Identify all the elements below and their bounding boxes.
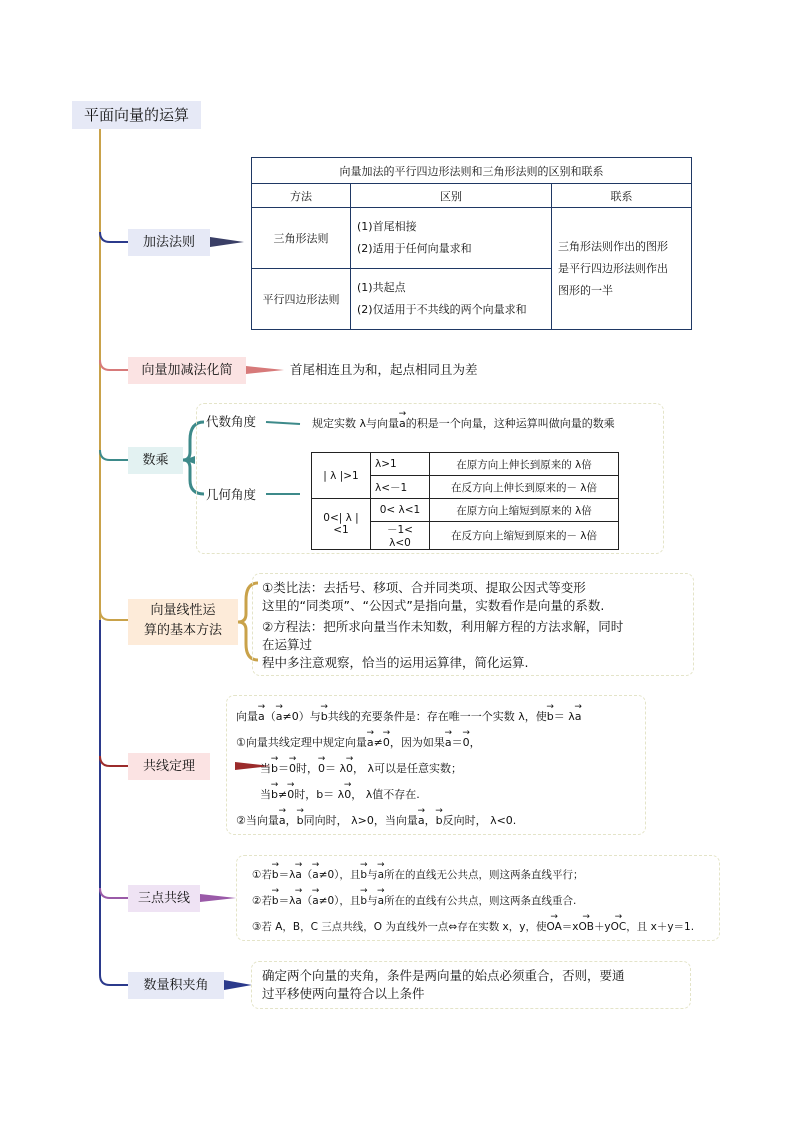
collinear-line-1: 向量→ a（→ a≠0）与→ b共线的充要条件是：存在唯一一个实数 λ，使→ b＝ λ→ a xyxy=(236,704,581,730)
cond: λ<－1 xyxy=(371,476,430,499)
three-points-line-3: ③若 A，B，C 三点共线，O 为直线外一点⇔存在实数 x，y，使→ OA＝x→ OB＋y→ OC，且 x＋y＝1. xyxy=(252,914,694,940)
branch-linear[interactable] xyxy=(128,599,238,645)
branch-linear-line2: 算的基本方法 xyxy=(143,623,222,638)
algebra-note xyxy=(312,416,615,432)
desc: 在反方向上缩短到原来的－ λ倍 xyxy=(430,522,619,550)
addition-compare-table xyxy=(251,157,692,330)
desc: 在原方向上伸长到原来的 λ倍 xyxy=(430,453,619,476)
branch-three-points[interactable]: 三点共线 xyxy=(128,885,200,912)
diff-line: (1)共起点 xyxy=(357,281,406,294)
geometry-label: 几何角度 xyxy=(206,487,257,502)
header-relation: 联系 xyxy=(552,184,692,208)
vector-a: → a xyxy=(399,416,406,432)
branch-collinear[interactable]: 共线定理 xyxy=(128,753,210,780)
relation-line: 是平行四边形法则作出 xyxy=(558,261,668,275)
diff-line: (2)仅适用于不共线的两个向量求和 xyxy=(357,303,527,316)
collinear-line-2: ①向量共线定理中规定向量→ a≠→ 0，因为如果→ a＝→ 0， xyxy=(236,730,581,756)
collinear-line-3: 当→ b＝→ 0时，→ 0＝ λ→ 0， λ可以是任意实数； xyxy=(236,756,581,782)
collinear-line-4: 当→ b≠→ 0时，b＝ λ→ 0， λ值不存在. xyxy=(236,782,581,808)
branch-addition[interactable]: 加法法则 xyxy=(128,229,210,256)
angle-line: 确定两个向量的夹角，条件是两向量的始点必须重合，否则，要通 xyxy=(262,968,625,983)
scalar-table-container xyxy=(311,452,619,550)
branch-linear-line1: 向量线性运 xyxy=(150,603,216,618)
method-triangle: 三角形法则 xyxy=(252,208,351,269)
collinear-text xyxy=(236,704,581,834)
diff-line: (1)首尾相接 xyxy=(357,220,417,233)
cond: λ>1 xyxy=(371,453,430,476)
relation-line: 三角形法则作出的图形 xyxy=(558,239,668,253)
algebra-note-pre: 规定实数 λ与向量 xyxy=(312,417,400,430)
header-diff: 区别 xyxy=(351,184,552,208)
linear-line: 在运算过 xyxy=(262,637,313,652)
branch-simplify[interactable]: 向量加减法化简 xyxy=(128,357,246,384)
linear-line: ②方程法：把所求向量当作未知数，利用解方程的方法求解，同时 xyxy=(262,619,624,634)
linear-line: 这里的“同类项”、“公因式”是指向量，实数看作是向量的系数. xyxy=(262,598,605,613)
method-parallelogram: 平行四边形法则 xyxy=(252,269,351,330)
algebra-label: 代数角度 xyxy=(206,414,257,429)
three-points-line-2: ②若→ b＝λ→ a（→ a≠0），且→ b与→ a所在的直线有公共点，则这两条直线重合. xyxy=(252,888,694,914)
three-points-text xyxy=(252,862,694,940)
angle-text xyxy=(262,967,625,1003)
linear-line: ①类比法：去括号、移项、合并同类项、提取公因式等变形 xyxy=(262,580,586,595)
group-lt1: 0<| λ |<1 xyxy=(312,499,371,550)
scalar-table xyxy=(311,452,619,550)
collinear-line-5: ②当向量→ a，→ b同向时， λ>0，当向量→ a，→ b反向时， λ<0. xyxy=(236,808,581,834)
branch-scalar[interactable]: 数乘 xyxy=(128,447,183,474)
diff-line: (2)适用于任何向量求和 xyxy=(357,242,472,255)
relation-line: 图形的一半 xyxy=(558,283,613,297)
cond: －1< λ<0 xyxy=(371,522,430,550)
group-gt1: | λ |>1 xyxy=(312,453,371,499)
linear-line: 程中多注意观察，恰当的运用运算律，简化运算. xyxy=(262,655,529,670)
three-points-line-1: ①若→ b＝λ→ a（→ a≠0），且→ b与→ a所在的直线无公共点，则这两条直线平行； xyxy=(252,862,694,888)
addition-table-container xyxy=(251,157,692,330)
algebra-note-post: 的积是一个向量，这种运算叫做向量的数乘 xyxy=(405,417,615,430)
header-method: 方法 xyxy=(252,184,351,208)
cond: 0< λ<1 xyxy=(371,499,430,522)
desc: 在原方向上缩短到原来的 λ倍 xyxy=(430,499,619,522)
simplify-note: 首尾相连且为和，起点相同且为差 xyxy=(290,362,478,377)
branch-angle[interactable]: 数量积夹角 xyxy=(128,972,224,999)
angle-line: 过平移使两向量符合以上条件 xyxy=(262,986,425,1001)
desc: 在反方向上伸长到原来的－ λ倍 xyxy=(430,476,619,499)
root-node: 平面向量的运算 xyxy=(72,101,201,129)
table-title: 向量加法的平行四边形法则和三角形法则的区别和联系 xyxy=(252,158,692,184)
linear-text xyxy=(262,579,623,672)
